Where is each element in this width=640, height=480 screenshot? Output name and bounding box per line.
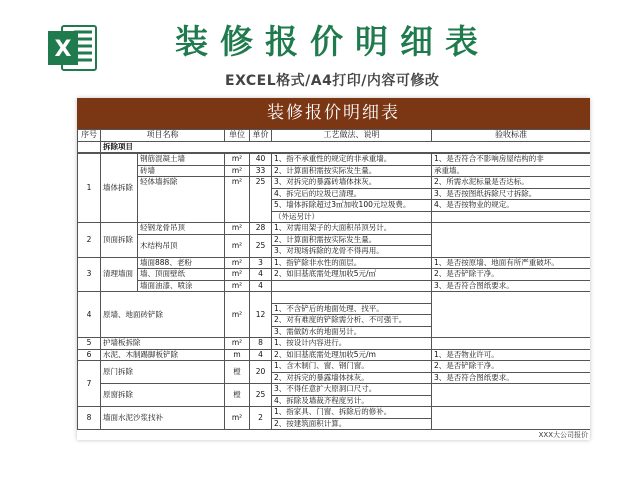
quote-table [77, 129, 590, 153]
sheet-banner: 装修报价明细表 [77, 98, 590, 129]
description: 5、墙体拆除超过3㎡加收100元垃圾费。 [272, 200, 432, 212]
description: 1、对需用架子的大面积吊顶另计。 [272, 223, 432, 235]
unit: m² [225, 292, 250, 338]
table-row [78, 407, 591, 419]
excel-icon [44, 20, 100, 76]
col-header: 工艺做法、说明 [272, 130, 432, 142]
price: 25 [250, 234, 272, 257]
spreadsheet-preview [77, 98, 590, 440]
item-name: 木结构吊顶 [138, 234, 225, 257]
item-name: 水泥、木制踢脚板铲除 [101, 349, 225, 361]
item-name: 砖墙 [138, 165, 225, 177]
table-row [78, 154, 591, 166]
price: 12 [250, 292, 272, 338]
table-row [78, 165, 591, 177]
table-row [78, 349, 591, 361]
description: 1、指家具、门窗、拆除后的修补。 [272, 407, 432, 419]
unit: 樘 [225, 384, 250, 407]
item-name: 护墙板拆除 [101, 338, 225, 350]
unit: m² [225, 223, 250, 235]
table-row [78, 257, 591, 269]
col-header: 单位 [225, 130, 250, 142]
row-number: 1 [78, 154, 101, 223]
item-name: 钢筋混凝土墙 [138, 154, 225, 166]
price: 28 [250, 223, 272, 235]
standard: 3、是否符合图纸要求。 [432, 372, 591, 384]
item-name: 轻钢龙骨吊顶 [138, 223, 225, 235]
page-subtitle: EXCEL格式/A4打印/内容可修改 [225, 73, 440, 89]
price: 40 [250, 154, 272, 166]
table-row [78, 223, 591, 235]
description: 2、如旧基底需处理加收5元/m [272, 349, 432, 361]
standard: 2、所需水泥标量是否达标。 [432, 177, 591, 189]
description: 3、需做防水的地面另计。 [272, 326, 432, 338]
table-header-row [78, 130, 591, 142]
unit: m² [225, 269, 250, 281]
table-row [78, 384, 591, 396]
unit: m² [225, 407, 250, 430]
standard: 3、是否符合图纸要求。 [432, 280, 591, 292]
unit: m² [225, 154, 250, 166]
unit: m [225, 349, 250, 361]
svg-text:X: X [54, 37, 72, 62]
row-number: 8 [78, 407, 101, 430]
row-number: 2 [78, 223, 101, 258]
group-name: 墙体拆除 [101, 154, 138, 223]
standard: 1、是否物业许可。 [432, 349, 591, 361]
page-header [0, 0, 640, 95]
description: 1、不含铲后的地面处理、找平。 [272, 303, 432, 315]
unit: m² [225, 257, 250, 269]
row-number: 3 [78, 257, 101, 292]
standard: 4、是否按物业的规定。 [432, 200, 591, 212]
company-footer: XXX大公司报价 [538, 431, 588, 439]
unit: m² [225, 177, 250, 223]
table-row [78, 280, 591, 292]
row-number: 4 [78, 292, 101, 338]
table-row [78, 361, 591, 373]
row-number: 5 [78, 338, 101, 350]
section-row [78, 141, 591, 153]
item-name: 原窗拆除 [101, 384, 225, 407]
description: 3、不得任意扩大原洞口尺寸。 [272, 384, 432, 396]
section-title: 拆除项目 [101, 141, 591, 153]
table-row [78, 269, 591, 281]
description: 1、按设计内容进行。 [272, 338, 432, 350]
description: 3、对现场拆除的龙骨不得再用。 [272, 246, 432, 258]
standard: 1、是否按原墙、地面有所严重破坏。 [432, 257, 591, 269]
item-name: 墙、顶面壁纸 [138, 269, 225, 281]
row-number: 7 [78, 361, 101, 407]
description: （外运另计） [272, 211, 432, 223]
table-row [78, 338, 591, 350]
table-row [78, 292, 591, 304]
item-name: 墙面888、老粉 [138, 257, 225, 269]
page-title: 装修报价明细表 [175, 22, 490, 61]
description: 2、计算面积需按实际发生量。 [272, 165, 432, 177]
unit: m² [225, 338, 250, 350]
description: 1、指不承重性的规定的非承重墙。 [272, 154, 432, 166]
standard: 1、是否符合不影响房屋结构的非 [432, 154, 591, 166]
group-name: 清理墙面 [101, 257, 138, 292]
standard: 3、是否按图纸拆除尺寸拆除。 [432, 188, 591, 200]
unit: m² [225, 165, 250, 177]
price: 2 [250, 407, 272, 430]
description: 1、指铲除非水性的面层。 [272, 257, 432, 269]
quote-table-body [77, 153, 590, 430]
standard: 2、是否铲除干净。 [432, 361, 591, 373]
description: 2、对拆完的暴露墙体抹灰。 [272, 372, 432, 384]
price: 25 [250, 177, 272, 223]
item-name: 墙面水泥沙浆找补 [101, 407, 225, 430]
description: 3、对拆完的暴露砖墙体抹灰。 [272, 177, 432, 189]
table-row [78, 177, 591, 189]
price: 8 [250, 338, 272, 350]
item-name: 原墙、地面砖铲除 [101, 292, 225, 338]
price: 4 [250, 280, 272, 292]
standard: 2、是否铲除干净。 [432, 269, 591, 281]
row-number: 6 [78, 349, 101, 361]
col-header: 单价 [250, 130, 272, 142]
price: 4 [250, 349, 272, 361]
unit: 樘 [225, 361, 250, 384]
description: 1、含木制门、窗、钢门窗。 [272, 361, 432, 373]
group-name: 顶面拆除 [101, 223, 138, 258]
price: 3 [250, 257, 272, 269]
col-header: 验收标准 [432, 130, 591, 142]
price: 25 [250, 384, 272, 407]
standard: 承重墙。 [432, 165, 591, 177]
item-name: 原门拆除 [101, 361, 225, 384]
description: 4、拆除及墙裁齐程度另计。 [272, 395, 432, 407]
col-header: 项目名称 [101, 130, 225, 142]
unit: m² [225, 280, 250, 292]
description: 2、按建筑面积计算。 [272, 418, 432, 430]
price: 20 [250, 361, 272, 384]
description: 2、如旧基底需处理加收5元/㎡ [272, 269, 432, 281]
price: 4 [250, 269, 272, 281]
item-name: 轻体墙拆除 [138, 177, 225, 223]
price: 33 [250, 165, 272, 177]
item-name: 墙面油漆、喷涂 [138, 280, 225, 292]
description: 4、拆完后的垃圾已清理。 [272, 188, 432, 200]
col-header: 序号 [78, 130, 101, 142]
description: 2、对有难度的铲除需分析、不可强干。 [272, 315, 432, 327]
unit: m² [225, 234, 250, 257]
description: 2、计算面积需按实际发生量。 [272, 234, 432, 246]
